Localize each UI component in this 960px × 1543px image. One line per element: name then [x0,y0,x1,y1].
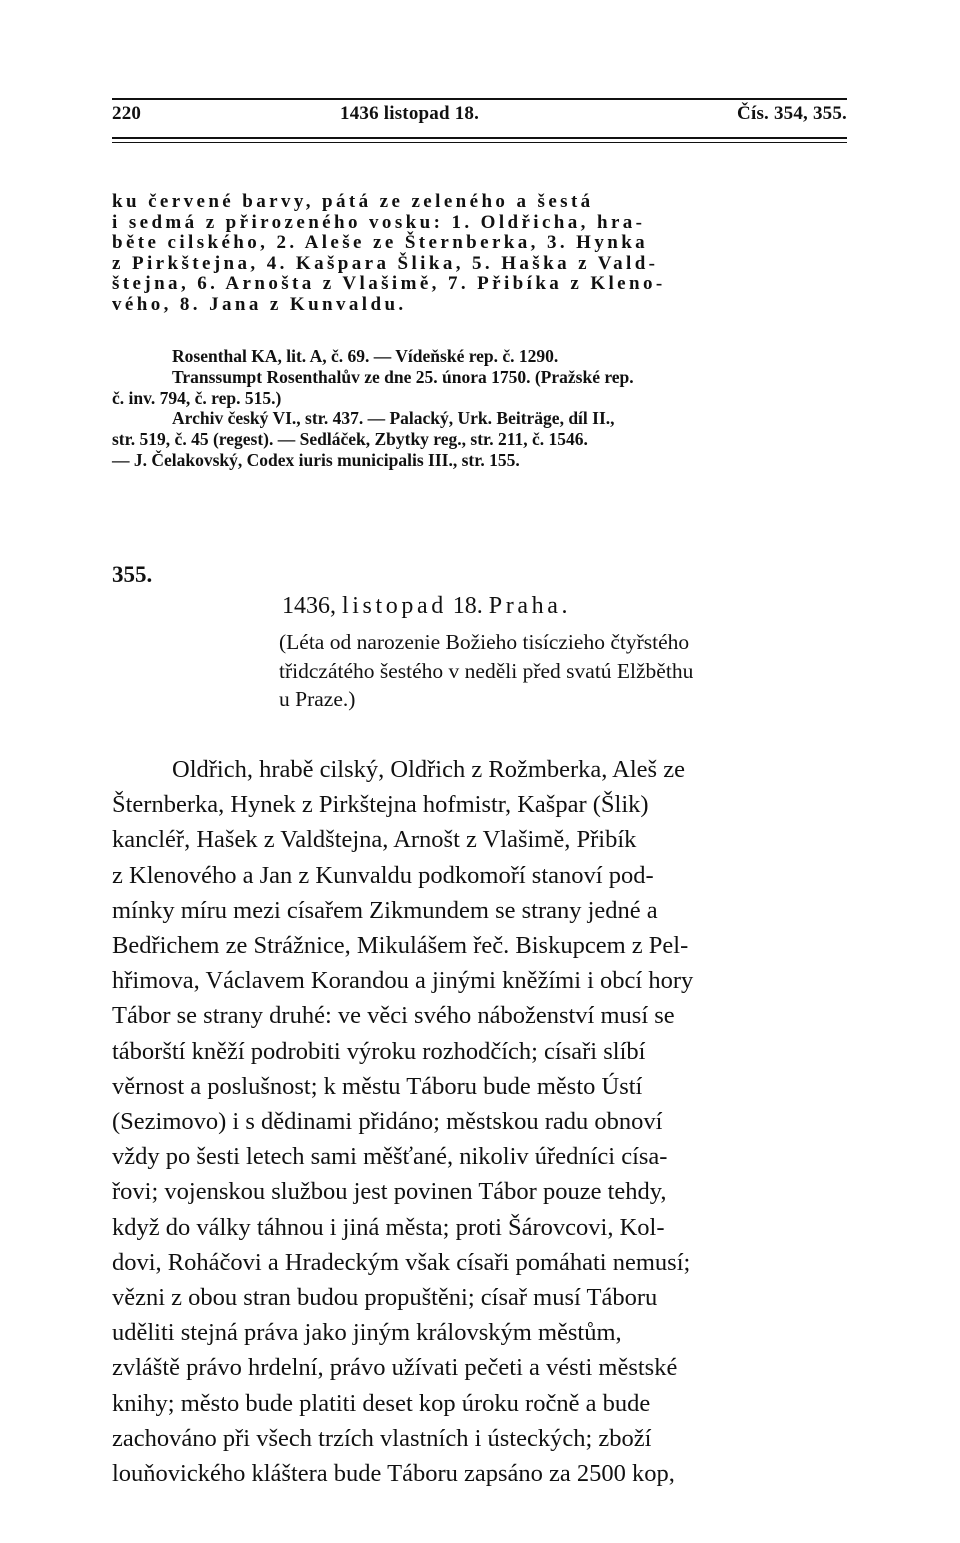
text-line: běte cilského, 2. Aleše ze Šternberka, 3. Hynka [112,232,649,253]
text-line: z Pirkštejna, 4. Kašpara Šlika, 5. Haška z Vald- [112,252,659,274]
reference-line: Transsumpt Rosenthalův ze dne 25. února 1750. (Pražské rep. [172,366,634,387]
text-line: řovi; vojenskou službou jest povinen Tábor pouze tehdy, [112,1178,667,1206]
text-line: zachováno při všech trzích vlastních i ústeckých; zboží [112,1424,652,1452]
text-line: když do války táhnou i jiná města; proti Šárovcovi, Kol- [112,1213,665,1241]
header-bottom-rule-thin [112,142,847,143]
text-line: Oldřich, hrabě cilský, Oldřich z Rožmberka, Aleš ze [172,756,685,783]
reference-line: str. 519, č. 45 (regest). — Sedláček, Zbytky reg., str. 211, č. 1546. [112,429,588,450]
text-line: uděliti stejná práva jako jiným královským městům, [112,1319,622,1347]
reference-line: č. inv. 794, č. rep. 515.) [112,387,282,408]
text-line: Tábor se strany druhé: ve věci svého náboženství musí se [112,1002,675,1030]
text-line: zvláště právo hrdelní, právo užívati pečeti a vésti městské [112,1354,678,1382]
text-line: vězni z obou stran budou propuštěni; císař musí Táboru [112,1284,658,1312]
header-bottom-rule [112,137,847,139]
date-place-line [282,593,571,620]
reference-line: Rosenthal KA, lit. A, č. 69. — Vídeňské rep. č. 1290. [172,346,559,366]
header-date: 1436 listopad 18. [340,103,480,124]
text-line: vého, 8. Jana z Kunvaldu. [112,293,407,315]
source-references [112,346,852,471]
text-line: hřimova, Václavem Korandou a jinými kněžími i obcí hory [112,967,694,995]
text-line: štejna, 6. Arnošta z Vlašimě, 7. Přibíka z Kleno- [112,273,666,294]
running-header [112,100,847,130]
page-number: 220 [112,103,142,124]
seal-description [112,192,852,315]
date-year: 1436, [282,593,342,619]
text-line: ku červené barvy, pátá ze zeleného a šestá [112,191,594,212]
text-line: táborští kněží podrobiti výroku rozhodčích; císaři slíbí [112,1037,646,1065]
document-number: 355. [112,562,153,587]
text-line: Bedřichem ze Strážnice, Mikulášem řeč. Biskupcem z Pel- [112,932,689,960]
reference-line: Archiv český VI., str. 437. — Palacký, Urk. Beiträge, díl II., [172,408,615,429]
place-name: Praha. [488,593,572,619]
text-line: Šternberka, Hynek z Pirkštejna hofmistr, Kašpar (Šlik) [112,791,649,819]
text-line: dovi, Roháčovi a Hradeckým však císaři pomáhati nemusí; [112,1248,691,1276]
text-line: knihy; město bude platiti deset kop úroku ročně a bude [112,1389,651,1417]
header-document-ref: Čís. 354, 355. [737,103,847,124]
date-day: 18. [446,593,489,619]
text-line: u Praze.) [279,687,356,711]
original-dating [279,628,849,714]
text-line: třidczátého šestého v neděli před svatú Elžběthu [279,658,694,683]
reference-line: — J. Čelakovský, Codex iuris municipalis III., str. 155. [112,449,520,470]
date-month: listopad [342,593,447,619]
text-line: kancléř, Hašek z Valdštejna, Arnošt z Vlašimě, Přibík [112,826,637,854]
text-line: i sedmá z přirozeného vosku: 1. Oldřicha, hra- [112,211,646,233]
text-line: z Klenového a Jan z Kunvaldu podkomoří stanoví pod- [112,861,654,889]
text-line: (Léta od narozenie Božieho tisíczieho čtyřstého [279,630,690,654]
text-line: vždy po šesti letech sami měšťané, nikoliv úředníci císa- [112,1143,668,1171]
document-summary [112,752,852,1491]
text-line: (Sezimovo) i s dědinami přidáno; městskou radu obnoví [112,1108,663,1136]
text-line: louňovického kláštera bude Táboru zapsáno za 2500 kop, [112,1460,675,1488]
text-line: mínky míru mezi císařem Zikmundem se strany jedné a [112,896,658,924]
text-line: věrnost a poslušnost; k městu Táboru bude město Ústí [112,1072,643,1100]
